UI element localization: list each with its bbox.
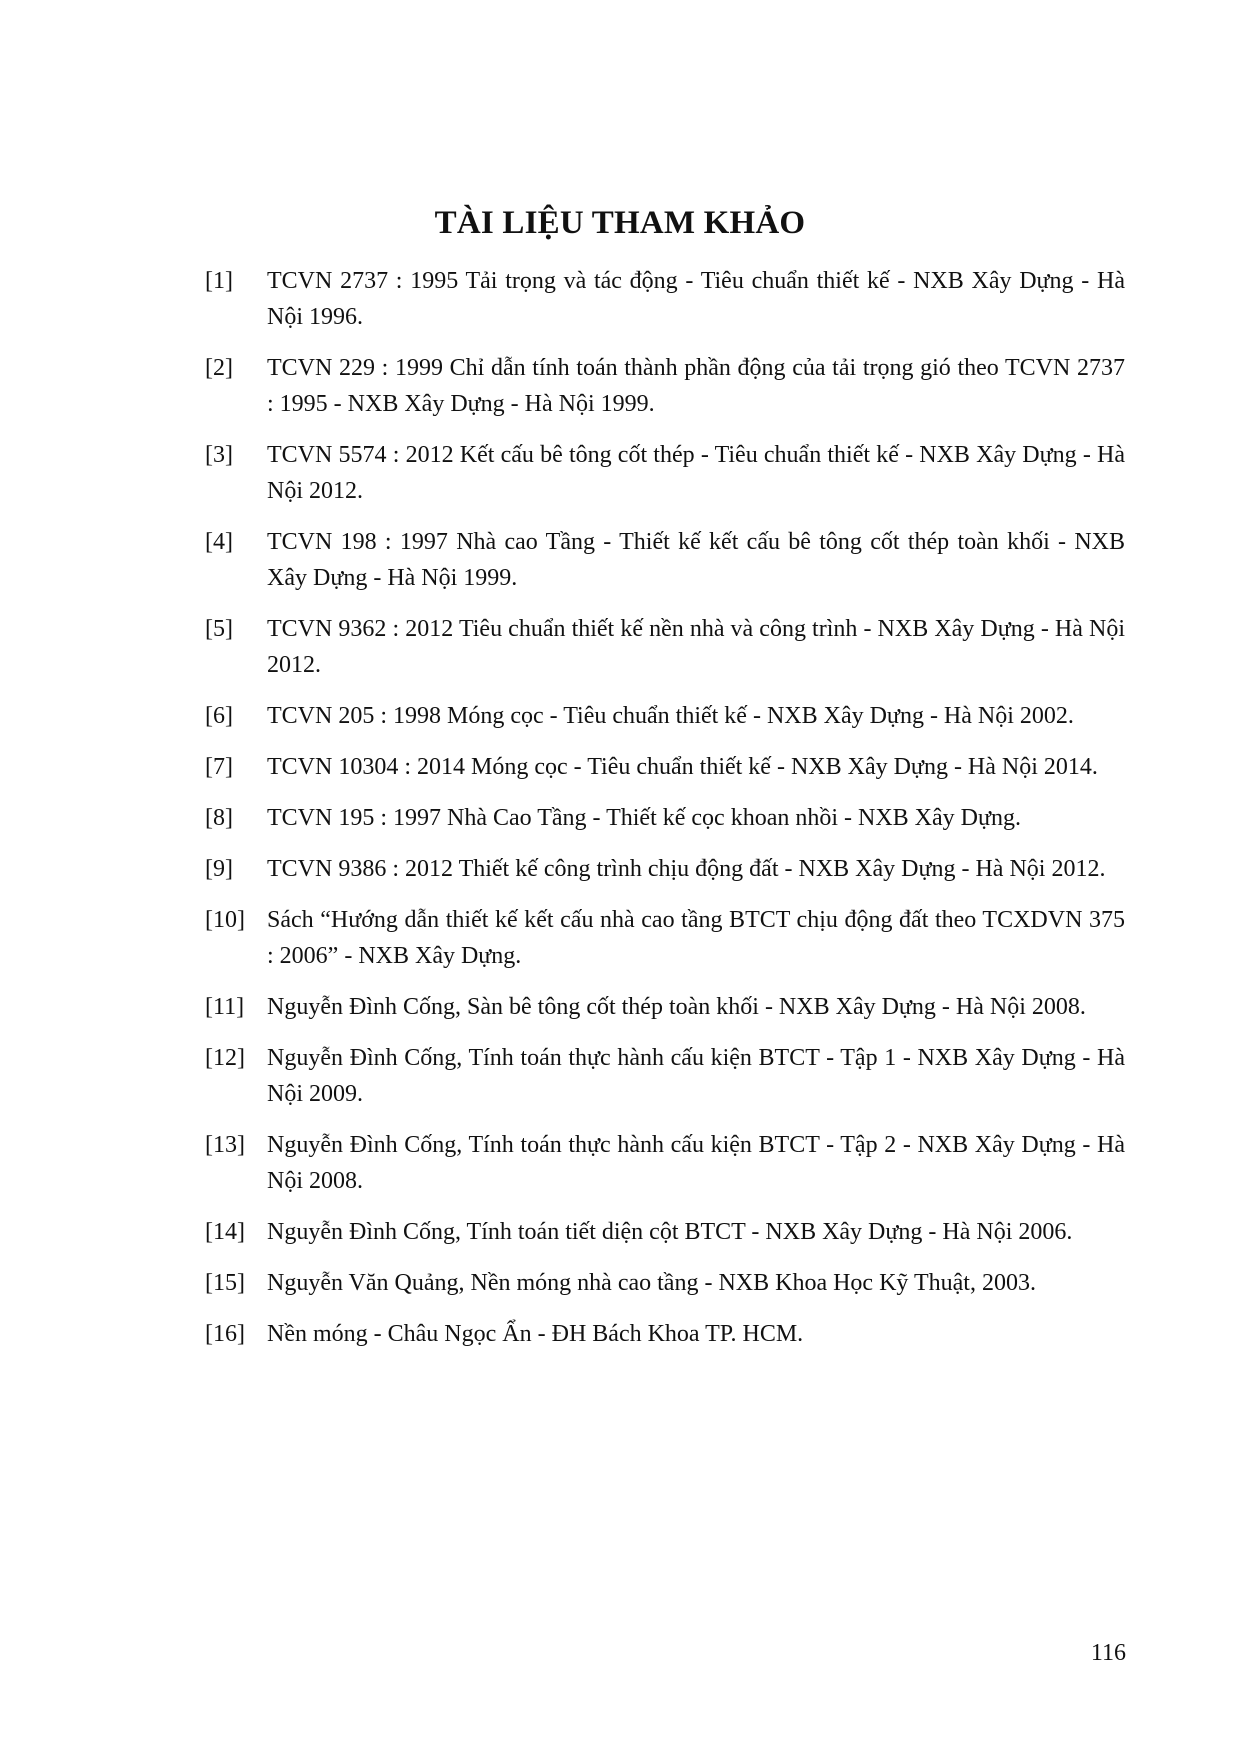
- reference-item: [205, 611, 1125, 683]
- reference-number: [11]: [205, 994, 245, 1020]
- reference-number: [5]: [205, 616, 233, 642]
- reference-text: Nguyễn Văn Quảng, Nền móng nhà cao tầng - NXB Khoa Học Kỹ Thuật, 2003.: [267, 1270, 1036, 1296]
- reference-text: TCVN 9362 : 2012 Tiêu chuẩn thiết kế nền nhà và công trình - NXB Xây Dựng - Hà Nội 2012.: [267, 616, 1125, 678]
- reference-item: [205, 698, 1125, 734]
- reference-text: Nguyễn Đình Cống, Tính toán thực hành cấu kiện BTCT - Tập 2 - NXB Xây Dựng - Hà Nội 2008.: [267, 1132, 1125, 1194]
- reference-text: TCVN 5574 : 2012 Kết cấu bê tông cốt thép - Tiêu chuẩn thiết kế - NXB Xây Dựng - Hà Nội 2012.: [267, 442, 1125, 504]
- reference-number: [14]: [205, 1219, 245, 1245]
- reference-number: [4]: [205, 529, 233, 555]
- reference-item: [205, 989, 1125, 1025]
- reference-item: [205, 1214, 1125, 1250]
- reference-item: [205, 1265, 1125, 1301]
- reference-item: [205, 749, 1125, 785]
- reference-text: TCVN 229 : 1999 Chỉ dẫn tính toán thành phần động của tải trọng gió theo TCVN 2737 : 1995 - NXB Xây Dựng - Hà Nội 1999.: [267, 355, 1125, 417]
- reference-number: [12]: [205, 1045, 245, 1071]
- reference-text: TCVN 198 : 1997 Nhà cao Tầng - Thiết kế kết cấu bê tông cốt thép toàn khối - NXB Xây Dựng - Hà Nội 1999.: [267, 529, 1125, 591]
- reference-text: TCVN 2737 : 1995 Tải trọng và tác động - Tiêu chuẩn thiết kế - NXB Xây Dựng - Hà Nội 1996.: [267, 268, 1125, 330]
- reference-item: [205, 263, 1125, 335]
- reference-item: [205, 1316, 1125, 1352]
- reference-item: [205, 1127, 1125, 1199]
- reference-text: Sách “Hướng dẫn thiết kế kết cấu nhà cao tầng BTCT chịu động đất theo TCXDVN 375 : 2006” - NXB Xây Dựng.: [267, 907, 1125, 969]
- reference-item: [205, 524, 1125, 596]
- reference-number: [10]: [205, 907, 245, 933]
- reference-text: TCVN 205 : 1998 Móng cọc - Tiêu chuẩn thiết kế - NXB Xây Dựng - Hà Nội 2002.: [267, 703, 1074, 729]
- reference-text: TCVN 195 : 1997 Nhà Cao Tầng - Thiết kế cọc khoan nhồi - NXB Xây Dựng.: [267, 805, 1021, 831]
- reference-text: Nguyễn Đình Cống, Tính toán thực hành cấu kiện BTCT - Tập 1 - NXB Xây Dựng - Hà Nội 2009.: [267, 1045, 1125, 1107]
- reference-item: [205, 437, 1125, 509]
- reference-number: [9]: [205, 856, 233, 882]
- reference-number: [13]: [205, 1132, 245, 1158]
- reference-item: [205, 851, 1125, 887]
- reference-number: [16]: [205, 1321, 245, 1347]
- reference-number: [1]: [205, 268, 233, 294]
- reference-text: Nền móng - Châu Ngọc Ẩn - ĐH Bách Khoa TP. HCM.: [267, 1321, 804, 1347]
- reference-text: Nguyễn Đình Cống, Tính toán tiết diện cột BTCT - NXB Xây Dựng - Hà Nội 2006.: [267, 1219, 1073, 1245]
- reference-item: [205, 1040, 1125, 1112]
- reference-item: [205, 350, 1125, 422]
- reference-text: Nguyễn Đình Cống, Sàn bê tông cốt thép toàn khối - NXB Xây Dựng - Hà Nội 2008.: [267, 994, 1086, 1020]
- reference-list: [205, 263, 1125, 1367]
- page-title: TÀI LIỆU THAM KHẢO: [434, 205, 806, 241]
- reference-number: [15]: [205, 1270, 245, 1296]
- reference-text: TCVN 9386 : 2012 Thiết kế công trình chịu động đất - NXB Xây Dựng - Hà Nội 2012.: [267, 856, 1106, 882]
- reference-number: [6]: [205, 703, 233, 729]
- reference-item: [205, 902, 1125, 974]
- reference-number: [7]: [205, 754, 233, 780]
- reference-text: TCVN 10304 : 2014 Móng cọc - Tiêu chuẩn thiết kế - NXB Xây Dựng - Hà Nội 2014.: [267, 754, 1098, 780]
- reference-number: [3]: [205, 442, 233, 468]
- reference-number: [2]: [205, 355, 233, 381]
- page-number: 116: [1090, 1640, 1126, 1666]
- reference-item: [205, 800, 1125, 836]
- reference-number: [8]: [205, 805, 233, 831]
